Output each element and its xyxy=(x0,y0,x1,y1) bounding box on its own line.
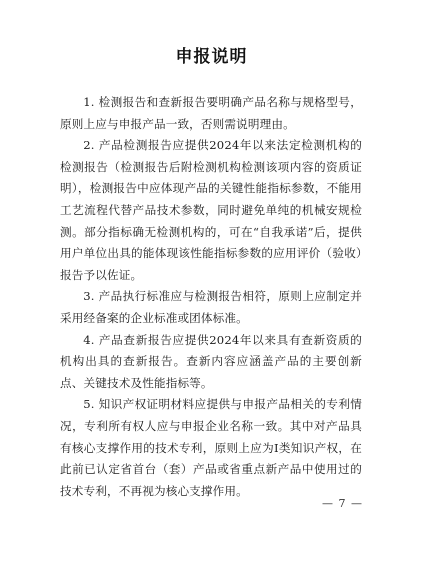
paragraph-3: 3. 产品执行标准应与检测报告相符，原则上应制定并采用经备案的企业标准或团体标准。 xyxy=(60,289,362,325)
page-number: — 7 — xyxy=(322,497,363,510)
paragraph-4: 4. 产品查新报告应提供2024年以来具有查新资质的机构出具的查新报告。查新内容应涵盖产品的主要创新点、关键技术及性能指标等。 xyxy=(60,332,362,390)
document-body xyxy=(60,92,362,502)
paragraph-2: 2. 产品检测报告应提供2024年以来法定检测机构的检测报告（检测报告后附检测机构检测该项内容的资质证明），检测报告中应体现产品的关键性能指标参数，不能用工艺流程代替产品技术参数，同时避免单纯的机械安规检测。部分指标确无检测机构的，可在“自我承诺”后，提供用户单位出具的能体现该性能指标参数的应用评价（验收）报告予以佐证。 xyxy=(60,138,362,282)
paragraph-1: 1. 检测报告和查新报告要明确产品名称与规格型号，原则上应与申报产品一致，否则需说明理由。 xyxy=(60,95,362,131)
paragraph-5: 5. 知识产权证明材料应提供与申报产品相关的专利情况，专利所有权人应与申报企业名称一致。其中对产品具有核心支撑作用的技术专利，原则上应为Ⅰ类知识产权，在此前已认定省首台（套）产品或省重点新产品中使用过的技术专利，不再视为核心支撑作用。 xyxy=(60,397,362,498)
page-title: 申报说明 xyxy=(175,47,248,67)
